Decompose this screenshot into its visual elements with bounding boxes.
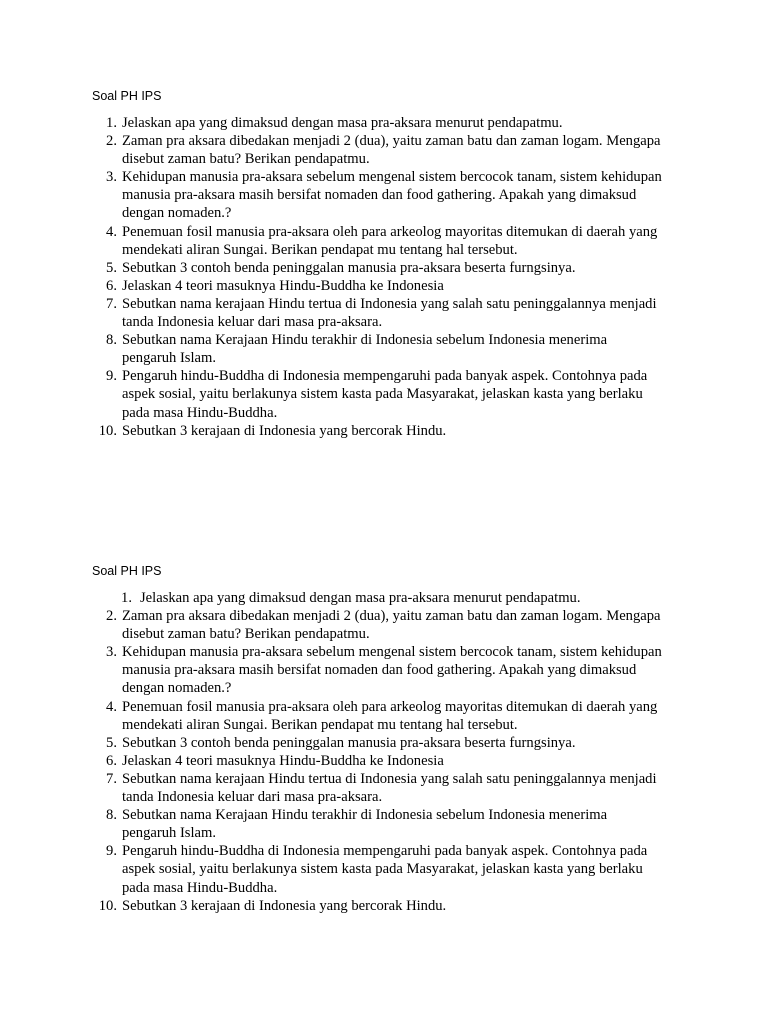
- question-item: [0, 698, 662, 734]
- question-item: [0, 897, 662, 915]
- question-text: Pengaruh hindu-Buddha di Indonesia mempengaruhi pada banyak aspek. Contohnya pada aspek sosial, yaitu berlakunya sistem kasta pada Masyarakat, jelaskan kasta yang berlaku pada masa Hindu-Buddha.: [122, 368, 648, 421]
- question-item: [0, 607, 662, 643]
- section-heading: Soal PH IPS: [92, 89, 162, 103]
- question-number: 9.: [106, 368, 117, 385]
- question-text: Pengaruh hindu-Buddha di Indonesia mempengaruhi pada banyak aspek. Contohnya pada aspek sosial, yaitu berlakunya sistem kasta pada Masyarakat, jelaskan kasta yang berlaku pada masa Hindu-Buddha.: [122, 843, 648, 896]
- question-text: Jelaskan 4 teori masuknya Hindu-Buddha ke Indonesia: [122, 752, 444, 769]
- question-number: 4.: [106, 698, 117, 715]
- question-number: 10.: [98, 897, 117, 914]
- question-text: Jelaskan apa yang dimaksud dengan masa pra-aksara menurut pendapatmu.: [140, 590, 581, 606]
- question-list: [0, 589, 768, 915]
- question-number: 6.: [106, 277, 117, 294]
- question-text: Zaman pra aksara dibedakan menjadi 2 (dua), yaitu zaman batu dan zaman logam. Mengapa disebut zaman batu? Berikan pendapatmu.: [122, 608, 661, 643]
- question-item: [0, 643, 662, 697]
- question-item: [0, 168, 662, 222]
- question-text: Jelaskan 4 teori masuknya Hindu-Buddha ke Indonesia: [122, 277, 444, 294]
- question-text: Penemuan fosil manusia pra-aksara oleh para arkeolog mayoritas ditemukan di daerah yang mendekati aliran Sungai. Berikan pendapat mu tentang hal tersebut.: [122, 698, 658, 733]
- question-item: [0, 589, 680, 607]
- question-item: [0, 770, 662, 806]
- question-item: [0, 752, 662, 770]
- question-item: [0, 223, 662, 259]
- question-number: 1.: [106, 115, 117, 131]
- question-item: [0, 295, 662, 331]
- question-number: 8.: [106, 332, 117, 349]
- question-number: 9.: [106, 843, 117, 860]
- question-text: Sebutkan 3 kerajaan di Indonesia yang bercorak Hindu.: [122, 897, 447, 914]
- question-text: Sebutkan 3 contoh benda peninggalan manusia pra-aksara beserta furngsinya.: [122, 734, 576, 751]
- question-number: 8.: [106, 807, 117, 824]
- question-text: Kehidupan manusia pra-aksara sebelum mengenal sistem bercocok tanam, sistem kehidupan manusia pra-aksara masih bersifat nomaden dan food gathering. Apakah yang dimaksud dengan nomaden.?: [122, 644, 662, 697]
- question-item: [0, 277, 662, 295]
- question-number: 4.: [106, 223, 117, 240]
- question-item: [0, 806, 662, 842]
- question-number: 3.: [106, 644, 117, 661]
- question-number: 6.: [106, 752, 117, 769]
- question-text: Sebutkan nama kerajaan Hindu tertua di Indonesia yang salah satu peninggalannya menjadi tanda Indonesia keluar dari masa pra-aksara.: [122, 295, 657, 331]
- question-item: [0, 132, 662, 168]
- question-text: Sebutkan nama kerajaan Hindu tertua di Indonesia yang salah satu peninggalannya menjadi tanda Indonesia keluar dari masa pra-aksara.: [122, 770, 657, 806]
- section-heading: Soal PH IPS: [92, 564, 162, 578]
- question-text: Zaman pra aksara dibedakan menjadi 2 (dua), yaitu zaman batu dan zaman logam. Mengapa disebut zaman batu? Berikan pendapatmu.: [122, 133, 661, 168]
- question-item: [0, 114, 662, 132]
- question-number: 2.: [106, 608, 117, 625]
- question-item: [0, 331, 662, 367]
- question-item: [0, 422, 662, 440]
- question-item: [0, 259, 662, 277]
- question-text: Sebutkan 3 kerajaan di Indonesia yang bercorak Hindu.: [122, 422, 447, 439]
- question-item: [0, 367, 662, 421]
- question-number: 3.: [106, 169, 117, 186]
- question-text: Sebutkan 3 contoh benda peninggalan manusia pra-aksara beserta furngsinya.: [122, 259, 576, 276]
- question-number: 7.: [106, 770, 117, 787]
- question-number: 2.: [106, 133, 117, 150]
- question-text: Kehidupan manusia pra-aksara sebelum mengenal sistem bercocok tanam, sistem kehidupan manusia pra-aksara masih bersifat nomaden dan food gathering. Apakah yang dimaksud dengan nomaden.?: [122, 169, 662, 222]
- question-item: [0, 842, 662, 896]
- question-text: Sebutkan nama Kerajaan Hindu terakhir di Indonesia sebelum Indonesia menerima pengaruh Islam.: [122, 332, 608, 367]
- question-text: Jelaskan apa yang dimaksud dengan masa pra-aksara menurut pendapatmu.: [122, 115, 563, 131]
- question-text: Sebutkan nama Kerajaan Hindu terakhir di Indonesia sebelum Indonesia menerima pengaruh Islam.: [122, 807, 608, 842]
- question-number: 7.: [106, 295, 117, 312]
- question-number: 10.: [98, 422, 117, 439]
- question-number: 5.: [106, 734, 117, 751]
- question-number: 5.: [106, 259, 117, 276]
- question-item: [0, 734, 662, 752]
- question-number: 1.: [121, 590, 132, 606]
- question-list: [0, 114, 768, 440]
- question-text: Penemuan fosil manusia pra-aksara oleh para arkeolog mayoritas ditemukan di daerah yang mendekati aliran Sungai. Berikan pendapat mu tentang hal tersebut.: [122, 223, 658, 258]
